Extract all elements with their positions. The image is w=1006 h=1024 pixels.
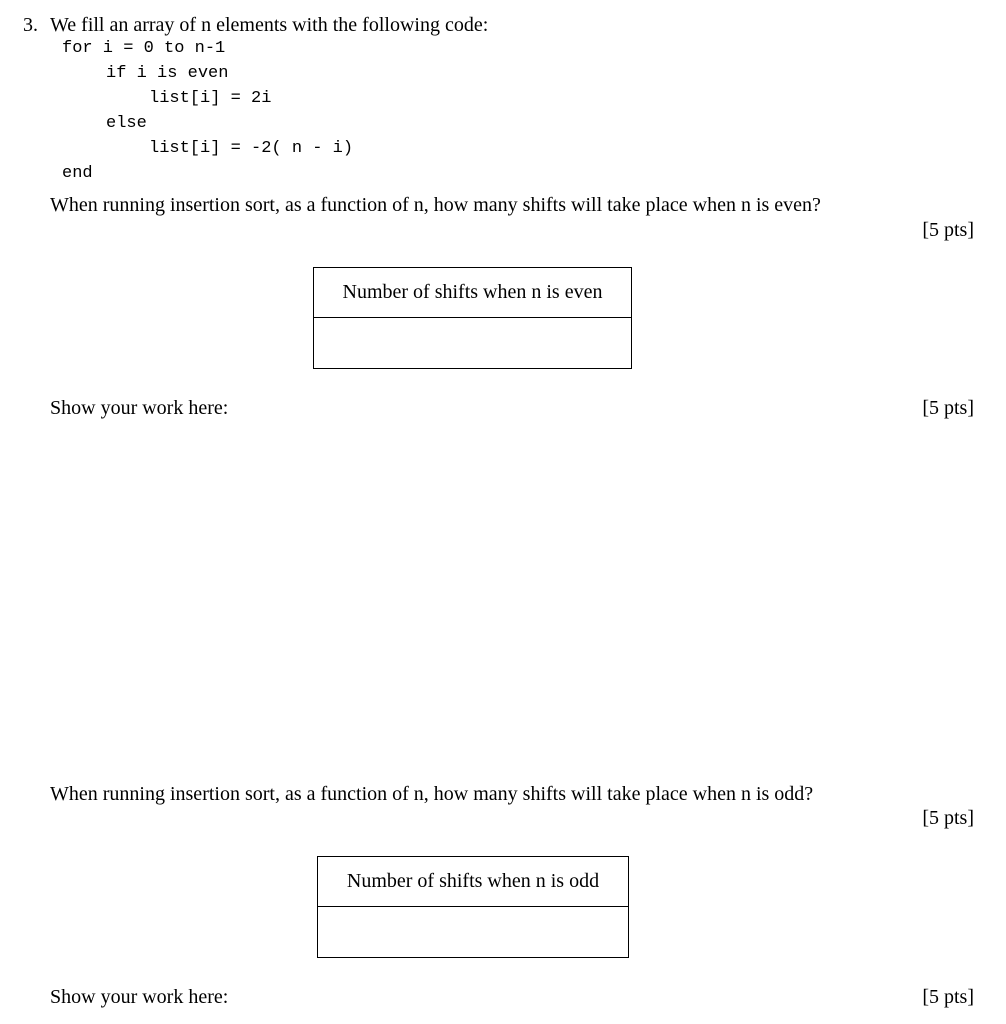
even-work-points: [5 pts] (922, 397, 974, 419)
question-number: 3. (23, 14, 38, 36)
even-answer-field[interactable] (314, 318, 631, 367)
even-answer-box-header: Number of shifts when n is even (314, 268, 631, 318)
code-line-end: end (62, 164, 93, 183)
code-line-for: for i = 0 to n-1 (62, 39, 226, 58)
odd-question-points: [5 pts] (922, 807, 974, 829)
even-question-text: When running insertion sort, as a function of n, how many shifts will take place when n is even? (50, 194, 821, 216)
odd-answer-field[interactable] (318, 907, 628, 956)
odd-work-points: [5 pts] (922, 986, 974, 1008)
odd-question-text: When running insertion sort, as a function of n, how many shifts will take place when n is odd? (50, 783, 814, 805)
even-answer-box (313, 267, 632, 369)
even-work-label: Show your work here: (50, 397, 229, 419)
code-line-if: if i is even (106, 64, 229, 83)
code-line-assign-even: list[i] = 2i (149, 89, 272, 108)
odd-work-label: Show your work here: (50, 986, 229, 1008)
odd-answer-box-header: Number of shifts when n is odd (318, 857, 628, 907)
code-line-else: else (106, 114, 147, 133)
even-question-points: [5 pts] (922, 219, 974, 241)
even-work-area[interactable] (50, 430, 974, 770)
code-line-assign-odd: list[i] = -2( n - i) (149, 139, 354, 158)
odd-answer-box (317, 856, 629, 958)
question-prompt: We fill an array of n elements with the following code: (50, 14, 489, 36)
